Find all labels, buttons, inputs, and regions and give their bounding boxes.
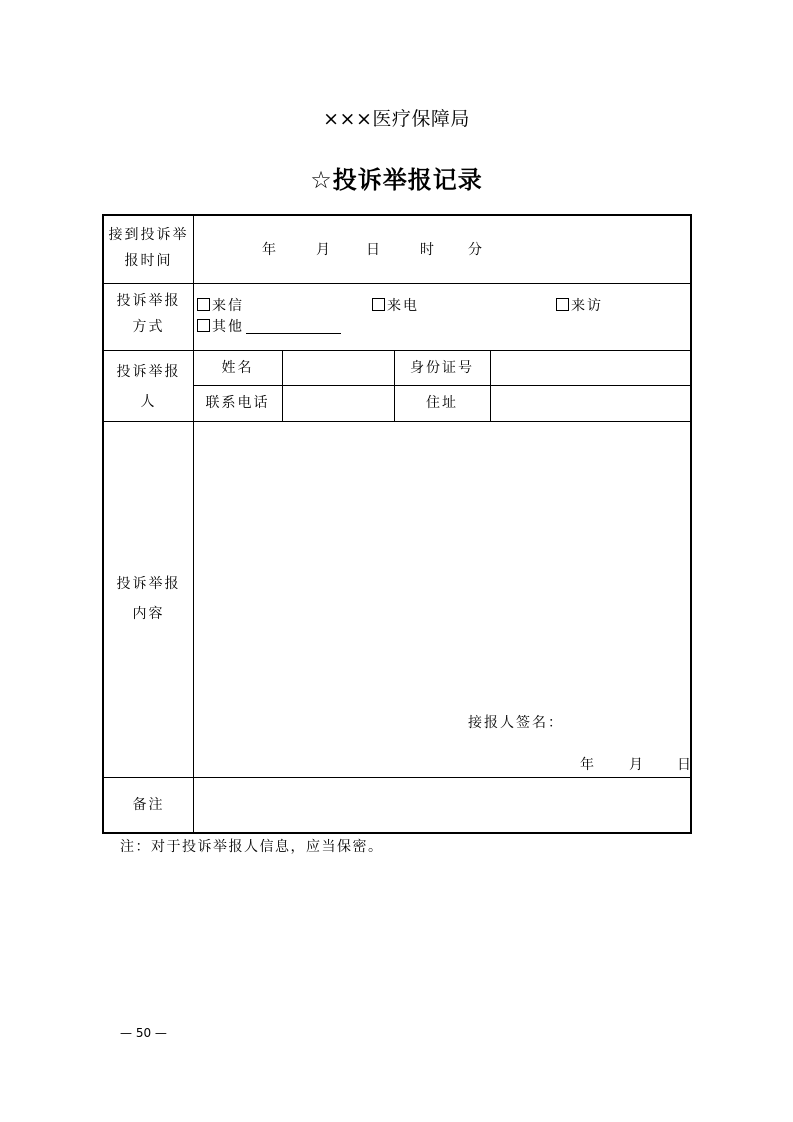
checkbox-icon[interactable]: [372, 298, 385, 311]
id-number-field[interactable]: [491, 351, 690, 385]
method-option-visit[interactable]: 来访: [556, 293, 603, 319]
complaint-form-table: [102, 214, 692, 834]
address-label: 住址: [426, 395, 458, 411]
agency-name: ×××医疗保障局: [323, 108, 470, 130]
address-field[interactable]: [491, 386, 690, 421]
method-option-letter[interactable]: 来信: [197, 293, 244, 319]
receive-time-year[interactable]: 年: [262, 242, 278, 258]
name-label: 姓名: [221, 360, 254, 376]
page-number: — 50 —: [120, 1026, 167, 1040]
name-field[interactable]: [283, 351, 394, 385]
signature-year[interactable]: 年: [580, 757, 596, 773]
content-field[interactable]: [194, 422, 690, 702]
phone-field[interactable]: [283, 386, 394, 421]
signature-month[interactable]: 月: [629, 757, 645, 773]
remarks-field[interactable]: [194, 778, 690, 832]
remarks-label: 备注: [132, 797, 165, 813]
content-label: 投诉举报 内容: [116, 576, 181, 622]
method-option-phone[interactable]: 来电: [372, 293, 419, 319]
receive-time-minute[interactable]: 分: [468, 242, 484, 258]
confidentiality-note: 注：对于投诉举报人信息，应当保密。: [120, 839, 384, 855]
other-fill-line[interactable]: [246, 319, 341, 334]
checkbox-icon[interactable]: [556, 298, 569, 311]
receive-time-month[interactable]: 月: [316, 242, 332, 258]
method-label: 投诉举报 方式: [116, 293, 181, 335]
id-number-label: 身份证号: [410, 360, 474, 376]
person-label: 投诉举报 人: [116, 364, 181, 410]
receive-time-label: 接到投诉举 报时间: [108, 227, 189, 269]
checkbox-icon[interactable]: [197, 319, 210, 332]
phone-label: 联系电话: [205, 395, 270, 411]
method-option-other[interactable]: 其他: [197, 314, 341, 340]
row-divider: [104, 283, 690, 284]
receive-time-day[interactable]: 日: [366, 242, 382, 258]
signature-day[interactable]: 日: [677, 757, 693, 773]
checkbox-icon[interactable]: [197, 298, 210, 311]
receive-time-hour[interactable]: 时: [420, 242, 436, 258]
form-title: ☆投诉举报记录: [310, 166, 483, 194]
signature-label: 接报人签名：: [468, 715, 564, 731]
